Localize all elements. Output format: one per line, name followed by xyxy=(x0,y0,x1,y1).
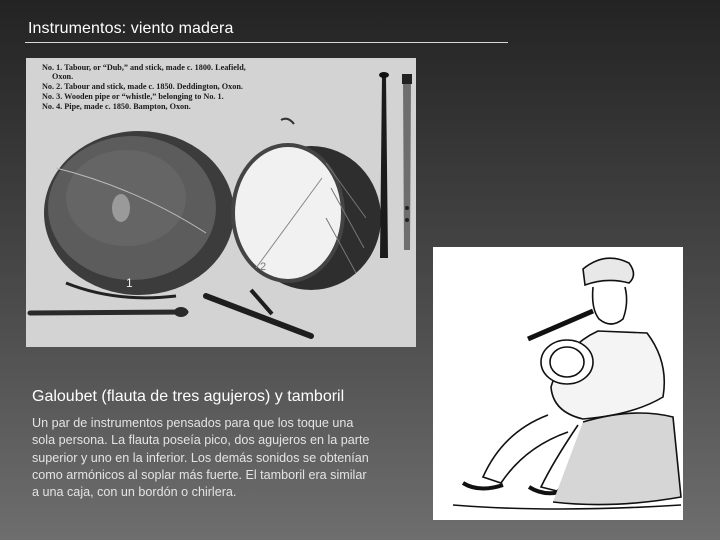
engraving-piper xyxy=(433,247,683,520)
caption-line-3: No. 2. Tabour and stick, made c. 1850. Deddington, Oxon. xyxy=(42,82,243,91)
drum-label-1: 1 xyxy=(126,276,133,290)
tabour-drum-1 xyxy=(44,131,234,298)
instrument-subtitle: Galoubet (flauta de tres agujeros) y tamboril xyxy=(32,388,345,405)
drum-label-2: 2 xyxy=(260,261,267,273)
caption-line-1: No. 1. Tabour, or “Dub,” and stick, made c. 1800. Leafield, xyxy=(42,63,246,72)
instruments-photo xyxy=(26,58,416,347)
tabour-drum-2 xyxy=(233,119,381,290)
title-underline xyxy=(25,42,508,43)
caption-line-2: Oxon. xyxy=(52,72,74,81)
instrument-description: Un par de instrumentos pensados para que los toque una sola persona. La flauta poseía pico, dos agujeros en la parte superior y uno en la inferior. Los demás sonidos se obtenían como armónicos al soplar más fuerte. El tamboril era similar a una caja, con un bordón o chirlera. xyxy=(32,416,370,500)
wooden-pipes xyxy=(379,72,412,258)
caption-line-5: No. 4. Pipe, made c. 1850. Bampton, Oxon. xyxy=(42,102,191,111)
slide-title: Instrumentos: viento madera xyxy=(28,20,234,37)
caption-line-4: No. 3. Wooden pipe or “whistle,” belonging to No. 1. xyxy=(42,92,224,101)
